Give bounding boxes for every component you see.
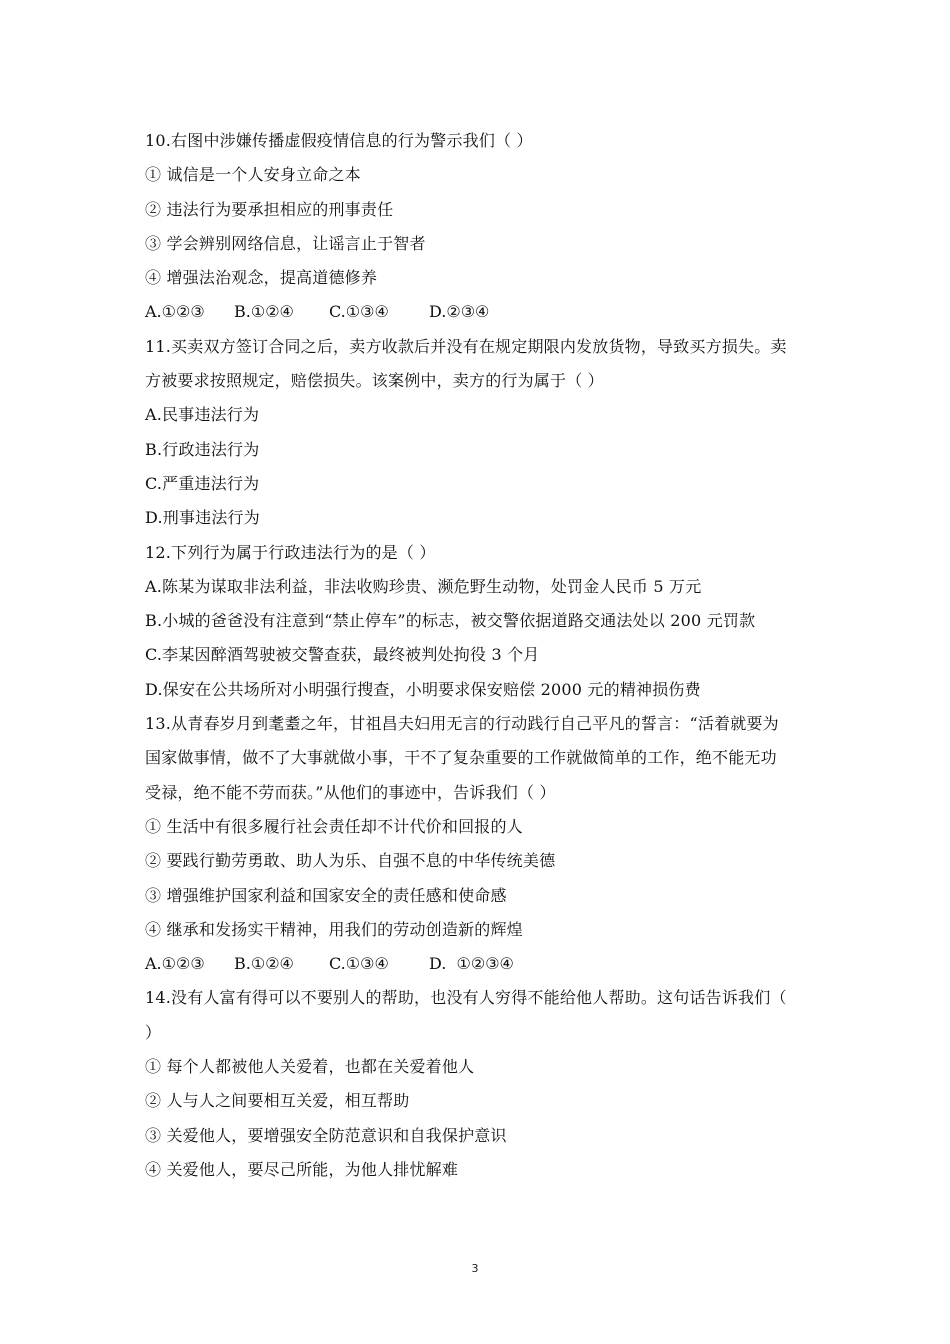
question-14-item-2: ② 人与人之间要相互关爱，相互帮助: [145, 1091, 410, 1111]
question-10-item-1: ① 诚信是一个人安身立命之本: [145, 165, 361, 185]
question-13-option-a: A.①②③: [145, 954, 205, 974]
question-11-option-b: B.行政违法行为: [145, 439, 260, 459]
question-13: [145, 707, 825, 981]
question-11-option-d: D.刑事违法行为: [145, 508, 260, 528]
question-13-options: [145, 947, 825, 981]
question-12-option-c: C.李某因醉酒驾驶被交警查获，最终被判处拘役 3 个月: [145, 645, 540, 665]
question-10-item-4: ④ 增强法治观念，提高道德修养: [145, 268, 378, 288]
question-10-option-d: D.②③④: [429, 302, 490, 322]
question-11: [145, 330, 825, 536]
question-14-item-1: ① 每个人都被他人关爱着，也都在关爱着他人: [145, 1057, 475, 1077]
page-number: 3: [471, 1262, 479, 1275]
question-12: [145, 536, 825, 707]
question-13-option-c: C.①③④: [329, 954, 389, 974]
question-12-option-a: A.陈某为谋取非法利益，非法收购珍贵、濒危野生动物，处罚金人民币 5 万元: [145, 576, 702, 596]
exam-page-body: [145, 124, 825, 1187]
question-10-option-a: A.①②③: [145, 302, 205, 322]
question-10-stem: 10.右图中涉嫌传播虚假疫情信息的行为警示我们（ ）: [145, 131, 533, 150]
question-11-stem-line-2: 方被要求按照规定，赔偿损失。该案例中，卖方的行为属于（ ）: [145, 371, 604, 391]
question-13-item-1: ① 生活中有很多履行社会责任却不计代价和回报的人: [145, 816, 523, 836]
question-14-stem-line-2: ）: [145, 1022, 162, 1042]
question-13-item-2: ② 要践行勤劳勇敢、助人为乐、自强不息的中华传统美德: [145, 851, 556, 871]
question-10-options: [145, 295, 825, 329]
question-10-option-c: C.①③④: [329, 302, 389, 322]
question-13-stem-line-1: 13.从青春岁月到耄耋之年，甘祖昌夫妇用无言的行动践行自己平凡的誓言：“活着就要为: [145, 714, 779, 734]
question-13-option-b: B.①②④: [234, 954, 294, 974]
question-11-stem-line-1: 11.买卖双方签订合同之后，卖方收款后并没有在规定期限内发放货物，导致买方损失。卖: [145, 336, 787, 356]
question-10: [145, 124, 825, 330]
question-12-option-b: B.小城的爸爸没有注意到“禁止停车”的标志，被交警依据道路交通法处以 200 元罚款: [145, 611, 756, 631]
question-13-stem-line-2: 国家做事情，做不了大事就做小事，干不了复杂重要的工作就做简单的工作，绝不能无功: [145, 748, 777, 768]
question-10-item-2: ② 违法行为要承担相应的刑事责任: [145, 199, 394, 219]
question-12-stem: 12.下列行为属于行政违法行为的是（ ）: [145, 542, 436, 562]
question-10-item-3: ③ 学会辨别网络信息，让谣言止于智者: [145, 233, 426, 253]
question-12-option-d: D.保安在公共场所对小明强行搜查，小明要求保安赔偿 2000 元的精神损伤费: [145, 679, 701, 699]
question-11-option-c: C.严重违法行为: [145, 473, 260, 493]
question-13-item-3: ③ 增强维护国家利益和国家安全的责任感和使命感: [145, 885, 507, 905]
question-11-option-a: A.民事违法行为: [145, 405, 260, 425]
question-10-option-b: B.①②④: [234, 302, 294, 322]
question-14-stem-line-1: 14.没有人富有得可以不要别人的帮助，也没有人穷得不能给他人帮助。这句话告诉我们（: [145, 988, 787, 1008]
question-14: [145, 981, 825, 1187]
question-13-stem-line-3: 受禄，绝不能不劳而获。”从他们的事迹中，告诉我们（ ）: [145, 782, 556, 802]
question-14-item-4: ④ 关爱他人，要尽己所能，为他人排忧解难: [145, 1159, 459, 1179]
question-14-item-3: ③ 关爱他人，要增强安全防范意识和自我保护意识: [145, 1125, 507, 1145]
question-13-item-4: ④ 继承和发扬实干精神，用我们的劳动创造新的辉煌: [145, 919, 523, 939]
question-13-option-d: D. ①②③④: [429, 954, 514, 974]
